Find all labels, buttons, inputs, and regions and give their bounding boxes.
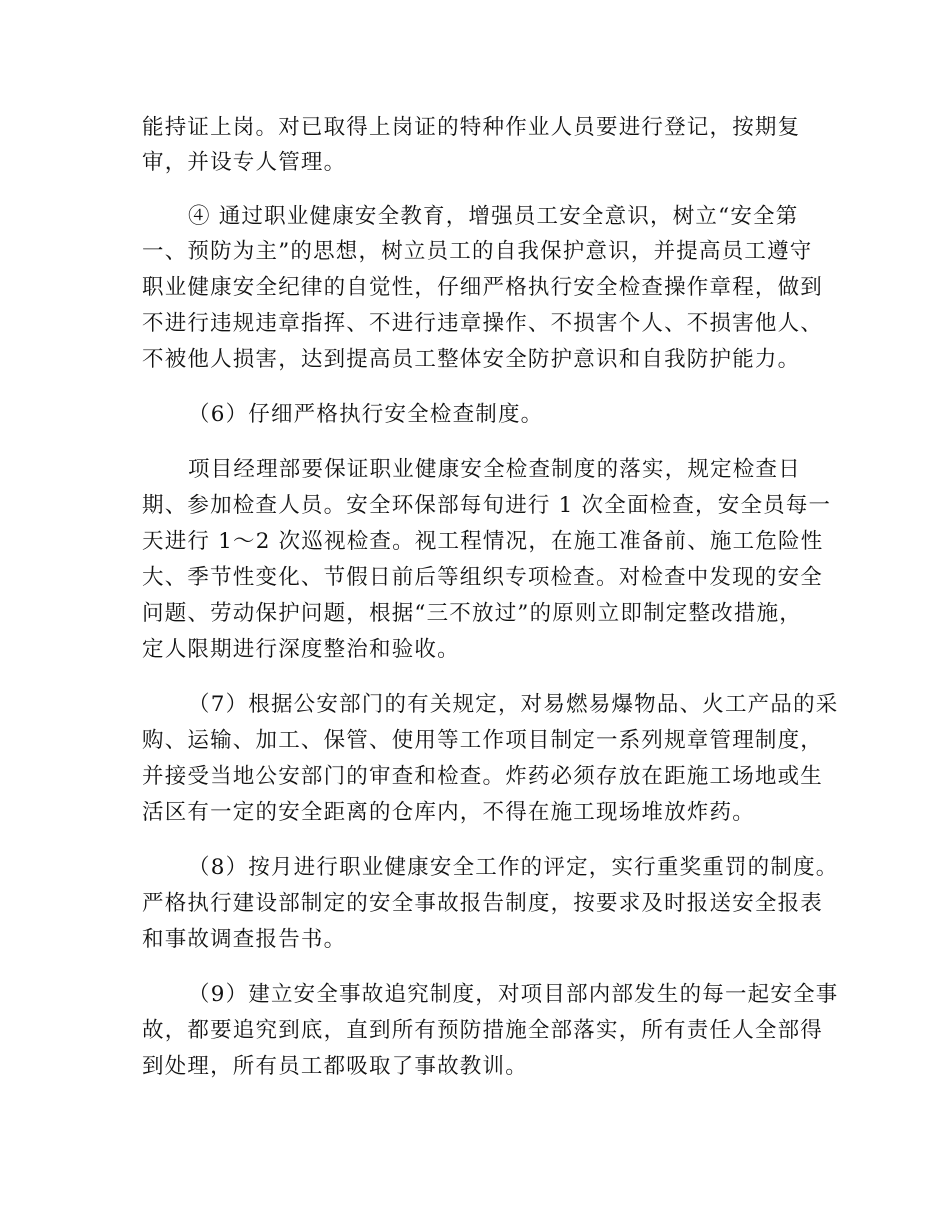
text-line: 天进行 1～2 次巡视检查。视工程情况，在施工准备前、施工危险性 [142, 529, 824, 554]
text-line: 问题、劳动保护问题，根据“三不放过”的原则立即制定整改措施， [142, 601, 802, 626]
text-line: （7）根据公安部门的有关规定，对易燃易爆物品、火工产品的采 [188, 692, 839, 717]
text-line: 不被他人损害，达到提高员工整体安全防护意识和自我防护能力。 [142, 347, 801, 372]
text-line: 项目经理部要保证职业健康安全检查制度的落实，规定检查日 [188, 457, 801, 482]
text-line: 到处理，所有员工都吸取了事故教训。 [142, 1054, 528, 1079]
text-line: 并接受当地公安部门的审查和检查。炸药必须存放在距施工场地或生 [142, 764, 824, 789]
text-line: 大、季节性变化、节假日前后等组织专项检查。对检查中发现的安全 [142, 565, 824, 590]
text-line: 期、参加检查人员。安全环保部每旬进行 1 次全面检查，安全员每一 [142, 493, 832, 518]
text-line: 和事故调查报告书。 [142, 927, 347, 952]
text-line: 活区有一定的安全距离的仓库内，不得在施工现场堆放炸药。 [142, 800, 755, 825]
text-line: 购、运输、加工、保管、使用等工作项目制定一系列规章管理制度， [142, 728, 824, 753]
text-line: 故，都要追究到底，直到所有预防措施全部落实，所有责任人全部得 [142, 1018, 824, 1043]
text-line: 职业健康安全纪律的自觉性，仔细严格执行安全检查操作章程，做到 [142, 275, 824, 300]
text-line: 一、预防为主”的思想，树立员工的自我保护意识，并提高员工遵守 [142, 239, 813, 264]
section-heading: （6）仔细严格执行安全检查制度。 [188, 402, 544, 427]
text-line: （8）按月进行职业健康安全工作的评定，实行重奖重罚的制度。 [188, 855, 839, 880]
text-line: ④ 通过职业健康安全教育，增强员工安全意识，树立“安全第 [188, 204, 799, 229]
text-line: 定人限期进行深度整治和验收。 [142, 637, 460, 662]
text-line: 不进行违规违章指挥、不进行违章操作、不损害个人、不损害他人、 [142, 311, 824, 336]
text-line: 审，并设专人管理。 [142, 150, 347, 175]
text-line: 能持证上岗。对已取得上岗证的特种作业人员要进行登记，按期复 [142, 115, 801, 140]
text-line: 严格执行建设部制定的安全事故报告制度，按要求及时报送安全报表 [142, 891, 824, 916]
text-line: （9）建立安全事故追究制度，对项目部内部发生的每一起安全事 [188, 982, 839, 1007]
